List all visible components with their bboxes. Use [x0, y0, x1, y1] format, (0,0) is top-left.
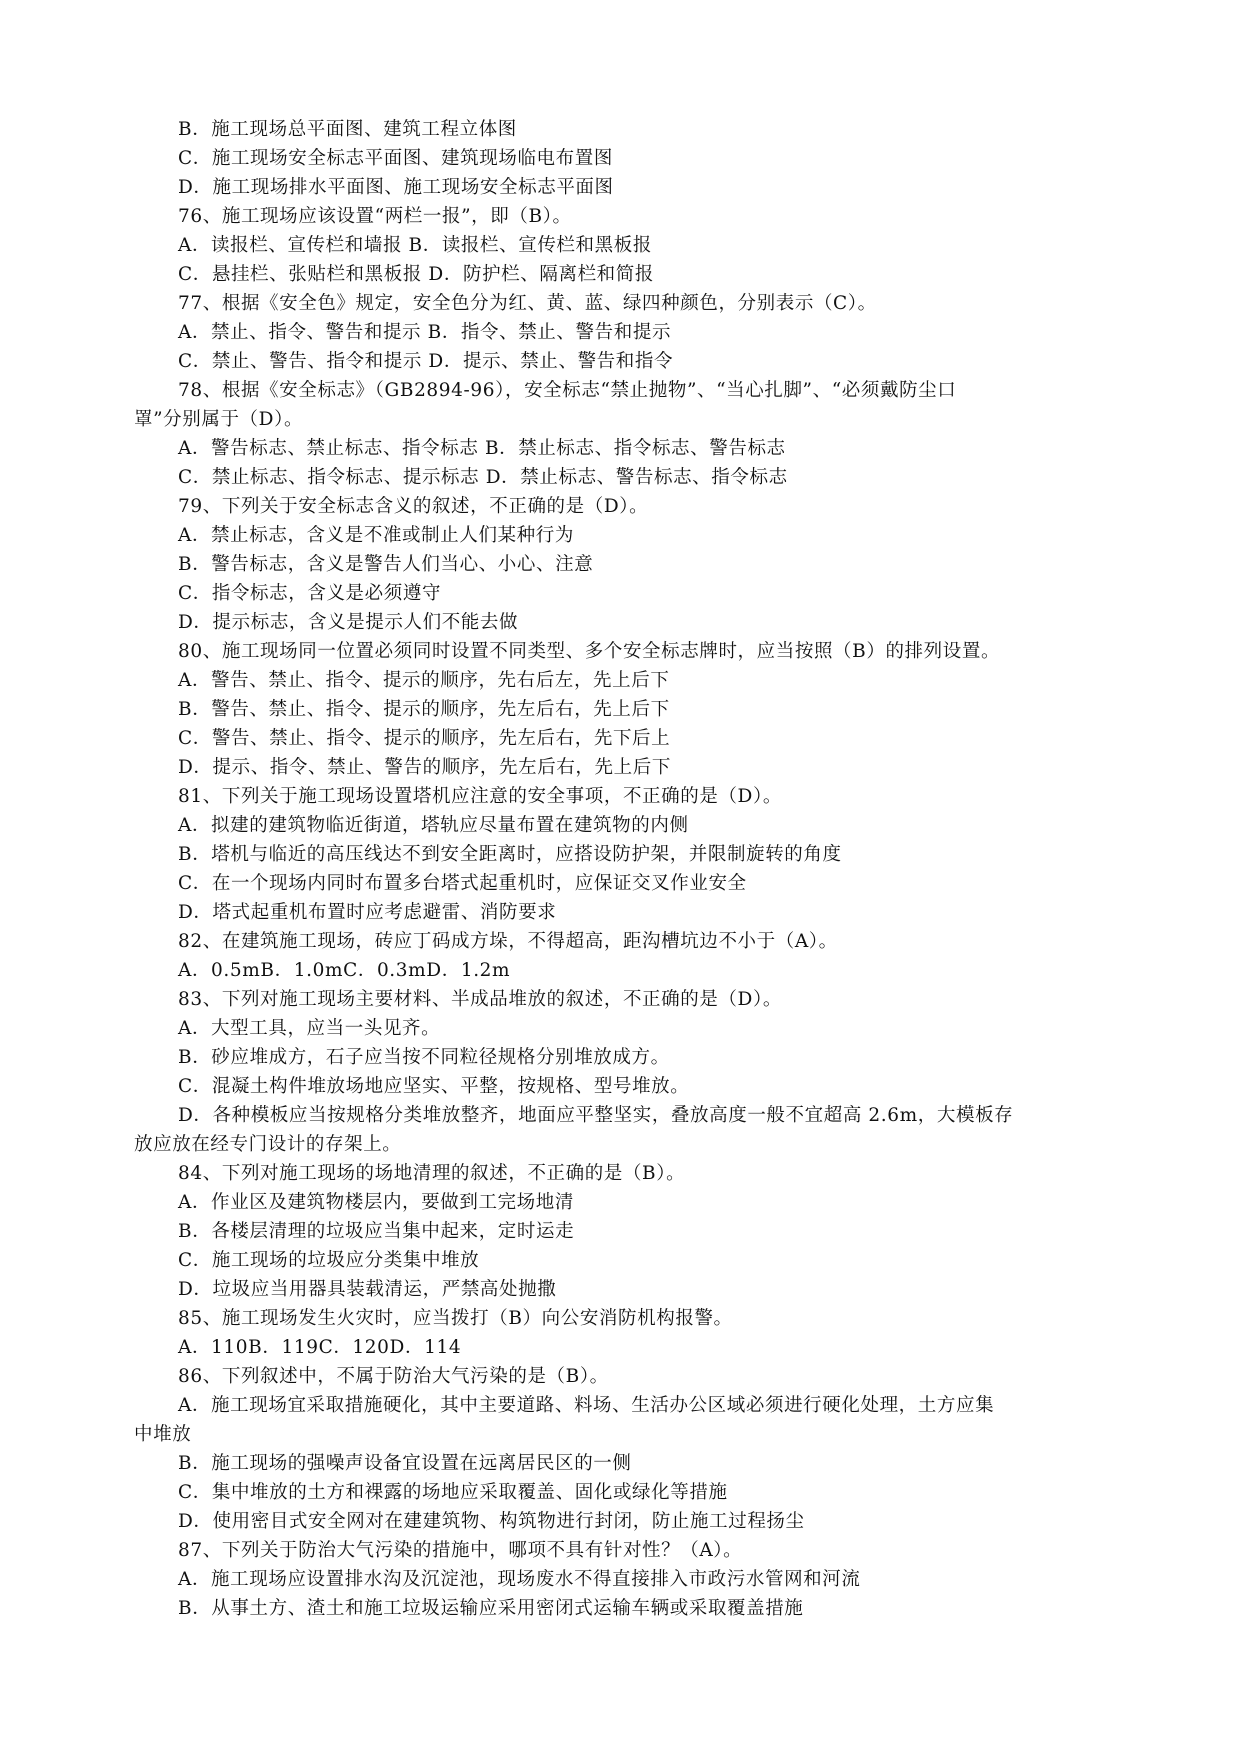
- text-line: B．塔机与临近的高压线达不到安全距离时，应搭设防护架，并限制旋转的角度: [178, 844, 842, 865]
- text-line: D．垃圾应当用器具装载清运，严禁高处抛撒: [178, 1279, 557, 1300]
- text-line: B．警告标志，含义是警告人们当心、小心、注意: [178, 554, 594, 575]
- text-line: 79、下列关于安全标志含义的叙述，不正确的是（D）。: [178, 496, 649, 517]
- text-line: A．0.5mB．1.0mC．0.3mD．1.2m: [178, 960, 511, 981]
- text-line: 85、施工现场发生火灾时，应当拨打（B）向公安消防机构报警。: [178, 1308, 733, 1329]
- text-line: 87、下列关于防治大气污染的措施中，哪项不具有针对性？（A）。: [178, 1540, 743, 1561]
- text-line: A．大型工具，应当一头见齐。: [178, 1018, 441, 1039]
- text-line: 罩”分别属于（D）。: [134, 409, 304, 430]
- text-line: A．施工现场应设置排水沟及沉淀池，现场废水不得直接排入市政污水管网和河流: [178, 1569, 861, 1590]
- text-line: A．读报栏、宣传栏和墙报 B．读报栏、宣传栏和黑板报: [178, 235, 652, 256]
- text-line: B．施工现场总平面图、建筑工程立体图: [178, 119, 517, 140]
- text-line: C．集中堆放的土方和裸露的场地应采取覆盖、固化或绿化等措施: [178, 1482, 728, 1503]
- text-line: D．提示标志，含义是提示人们不能去做: [178, 612, 519, 633]
- text-line: C．指令标志，含义是必须遵守: [178, 583, 442, 604]
- text-line: A．禁止标志，含义是不准或制止人们某种行为: [178, 525, 574, 546]
- text-line: D．提示、指令、禁止、警告的顺序，先左后右，先上后下: [178, 757, 671, 778]
- text-line: C．施工现场安全标志平面图、建筑现场临电布置图: [178, 148, 613, 169]
- text-line: C．混凝土构件堆放场地应坚实、平整，按规格、型号堆放。: [178, 1076, 690, 1097]
- text-line: 83、下列对施工现场主要材料、半成品堆放的叙述，不正确的是（D）。: [178, 989, 782, 1010]
- text-line: B．砂应堆成方，石子应当按不同粒径规格分别堆放成方。: [178, 1047, 670, 1068]
- text-line: C．悬挂栏、张贴栏和黑板报 D．防护栏、隔离栏和简报: [178, 264, 654, 285]
- text-line: B．施工现场的强噪声设备宜设置在远离居民区的一侧: [178, 1453, 632, 1474]
- text-line: 80、施工现场同一位置必须同时设置不同类型、多个安全标志牌时，应当按照（B）的排列设置。: [178, 641, 1001, 662]
- text-line: C．禁止、警告、指令和提示 D．提示、禁止、警告和指令: [178, 351, 674, 372]
- text-line: 放应放在经专门设计的存架上。: [134, 1134, 402, 1155]
- text-line: A．拟建的建筑物临近街道，塔轨应尽量布置在建筑物的内侧: [178, 815, 689, 836]
- text-line: A．警告标志、禁止标志、指令标志 B．禁止标志、指令标志、警告标志: [178, 438, 786, 459]
- document-page: [134, 115, 1118, 1623]
- text-line: 82、在建筑施工现场，砖应丁码成方垛，不得超高，距沟槽坑边不小于（A）。: [178, 931, 838, 952]
- text-line: 86、下列叙述中，不属于防治大气污染的是（B）。: [178, 1366, 609, 1387]
- text-line: B．警告、禁止、指令、提示的顺序，先左后右，先上后下: [178, 699, 670, 720]
- text-line: A．作业区及建筑物楼层内，要做到工完场地清: [178, 1192, 574, 1213]
- text-line: C．禁止标志、指令标志、提示标志 D．禁止标志、警告标志、指令标志: [178, 467, 788, 488]
- text-line: 76、施工现场应该设置“两栏一报”，即（B）。: [178, 206, 572, 227]
- text-line: D．各种模板应当按规格分类堆放整齐，地面应平整坚实，叠放高度一般不宜超高 2.6m，大模板存: [178, 1105, 1014, 1126]
- text-line: D．施工现场排水平面图、施工现场安全标志平面图: [178, 177, 614, 198]
- text-line: 84、下列对施工现场的场地清理的叙述，不正确的是（B）。: [178, 1163, 686, 1184]
- text-line: A．110B．119C．120D．114: [178, 1337, 462, 1358]
- text-line: C．施工现场的垃圾应分类集中堆放: [178, 1250, 480, 1271]
- text-line: D．使用密目式安全网对在建建筑物、构筑物进行封闭，防止施工过程扬尘: [178, 1511, 805, 1532]
- text-line: 77、根据《安全色》规定，安全色分为红、黄、蓝、绿四种颜色，分别表示（C）。: [178, 293, 877, 314]
- text-line: C．在一个现场内同时布置多台塔式起重机时，应保证交叉作业安全: [178, 873, 747, 894]
- text-line: D．塔式起重机布置时应考虑避雷、消防要求: [178, 902, 557, 923]
- text-line: 81、下列关于施工现场设置塔机应注意的安全事项，不正确的是（D）。: [178, 786, 782, 807]
- text-line: C．警告、禁止、指令、提示的顺序，先左后右，先下后上: [178, 728, 671, 749]
- text-line: 中堆放: [134, 1424, 192, 1445]
- text-line: A．禁止、指令、警告和提示 B．指令、禁止、警告和提示: [178, 322, 672, 343]
- text-line: 78、根据《安全标志》（GB2894-96），安全标志“禁止抛物”、“当心扎脚”、“必须戴防尘口: [178, 380, 957, 401]
- text-line: B．从事土方、渣土和施工垃圾运输应采用密闭式运输车辆或采取覆盖措施: [178, 1598, 804, 1619]
- text-line: B．各楼层清理的垃圾应当集中起来，定时运走: [178, 1221, 575, 1242]
- text-line: A．警告、禁止、指令、提示的顺序，先右后左，先上后下: [178, 670, 670, 691]
- text-line: A．施工现场宜采取措施硬化，其中主要道路、料场、生活办公区域必须进行硬化处理，土方应集: [178, 1395, 995, 1416]
